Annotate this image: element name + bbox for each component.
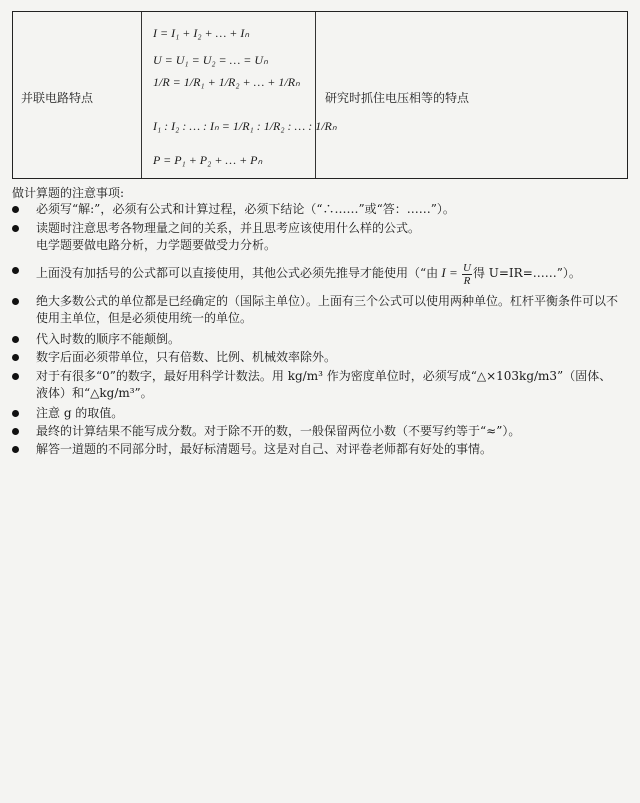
list-item: 对于有很多“0”的数字，最好用科学计数法。用 kg/m³ 作为密度单位时，必须写成“△×103kg/m3”（固体、 液体）和“△kg/m³”。 <box>12 368 632 402</box>
bullet-icon <box>12 410 19 417</box>
bullet-icon <box>12 225 19 232</box>
bullet-icon <box>12 354 19 361</box>
bullet-icon <box>12 206 19 213</box>
bullet-icon <box>12 428 19 435</box>
list-item: 数字后面必须带单位，只有倍数、比例、机械效率除外。 <box>12 349 632 366</box>
table-divider <box>315 12 316 178</box>
bullet-icon <box>12 298 19 305</box>
bullet-icon <box>12 446 19 453</box>
notes-heading: 做计算题的注意事项: <box>12 186 125 200</box>
list-item: 注意 g 的取值。 <box>12 405 632 422</box>
formula-current: I = I₁ + I₂ + … + Iₙ <box>153 26 250 40</box>
table-divider <box>141 12 142 178</box>
formula-current-ratio: I₁ : I₂ : … : Iₙ = 1/R₁ : 1/R₂ : … : 1/Rₙ <box>153 119 337 133</box>
list-item: 绝大多数公式的单位都是已经确定的（国际主单位）。上面有三个公式可以使用两种单位。杠杆平衡条件可以不 使用主单位，但是必须使用统一的单位。 <box>12 293 632 327</box>
formula-table <box>12 11 628 179</box>
bullet-icon <box>12 336 19 343</box>
list-item: 读题时注意思考各物理量之间的关系，并且思考应该使用什么样的公式。 电学题要做电路分析，力学题要做受力分析。 <box>12 220 632 254</box>
list-item: 代入时数的顺序不能颠倒。 <box>12 331 632 348</box>
list-item: 最终的计算结果不能写成分数。对于除不开的数，一般保留两位小数（不要写约等于“≈”）。 <box>12 423 632 440</box>
list-item: 上面没有加括号的公式都可以直接使用，其他公式必须先推导才能使用（“由 I = $\frac{U}{R}$ 得 U=IR=……”）。 <box>12 259 632 287</box>
list-item: 必须写“解:”，必须有公式和计算过程，必须下结论（“∴……”或“答：……”）。 <box>12 201 632 218</box>
row-label: 并联电路特点 <box>21 91 94 105</box>
bullet-icon <box>12 267 19 274</box>
table-note: 研究时抓住电压相等的特点 <box>325 91 470 105</box>
list-item: 解答一道题的不同部分时，最好标清题号。这是对自己、对评卷老师都有好处的事情。 <box>12 441 632 458</box>
formula-resistance: 1/R = 1/R₁ + 1/R₂ + … + 1/Rₙ <box>153 75 300 89</box>
formula-voltage: U = U₁ = U₂ = … = Uₙ <box>153 53 268 67</box>
bullet-icon <box>12 373 19 380</box>
formula-power: P = P₁ + P₂ + … + Pₙ <box>153 153 263 167</box>
